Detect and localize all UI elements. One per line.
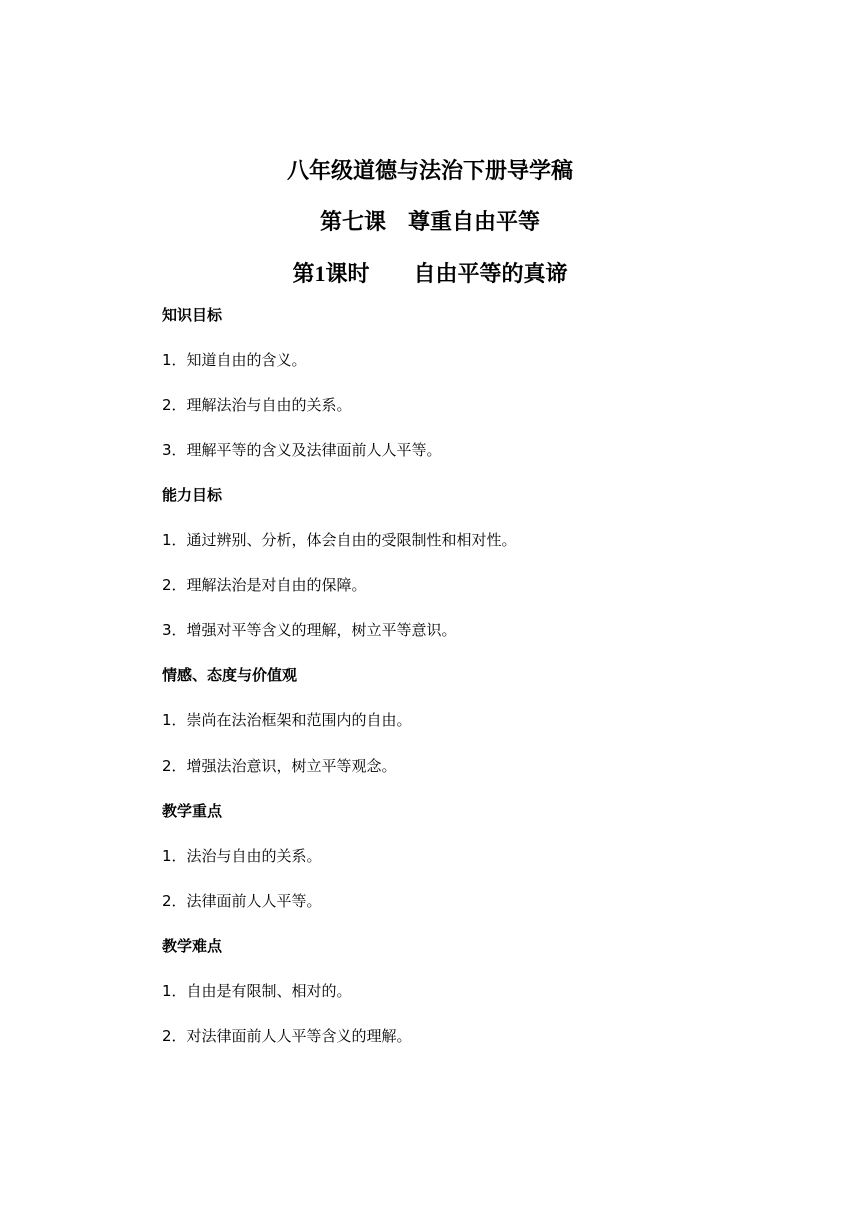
period-title: [0, 259, 860, 290]
section-heading-attitude: 情感、态度与价值观: [162, 666, 298, 684]
document-title: 八年级道德与法治下册导学稿: [286, 159, 573, 184]
list-item: 1．通过辨别、分析，体会自由的受限制性和相对性。: [162, 531, 517, 549]
section-heading-difficulties: 教学难点: [162, 937, 223, 955]
section-heading-knowledge: 知识目标: [162, 306, 223, 324]
section-heading-key-points: 教学重点: [162, 802, 223, 820]
period-number: 1: [314, 261, 326, 286]
list-item: 1．知道自由的含义。: [162, 351, 307, 369]
list-item: 1．崇尚在法治框架和范围内的自由。: [162, 711, 412, 729]
list-item: 2．法律面前人人平等。: [162, 892, 322, 910]
section-heading-ability: 能力目标: [162, 486, 223, 504]
list-item: 1．法治与自由的关系。: [162, 847, 322, 865]
list-item: 2．理解法治与自由的关系。: [162, 396, 352, 414]
period-prefix: 第: [292, 262, 315, 287]
list-item: 2．理解法治是对自由的保障。: [162, 576, 367, 594]
period-suffix: 课时 自由平等的真谛: [325, 262, 568, 287]
list-item: 1．自由是有限制、相对的。: [162, 982, 352, 1000]
list-item: 3．增强对平等含义的理解，树立平等意识。: [162, 621, 457, 639]
lesson-title: 第七课 尊重自由平等: [319, 210, 540, 235]
list-item: 3．理解平等的含义及法律面前人人平等。: [162, 441, 442, 459]
list-item: 2．对法律面前人人平等含义的理解。: [162, 1027, 412, 1045]
list-item: 2．增强法治意识，树立平等观念。: [162, 757, 397, 775]
